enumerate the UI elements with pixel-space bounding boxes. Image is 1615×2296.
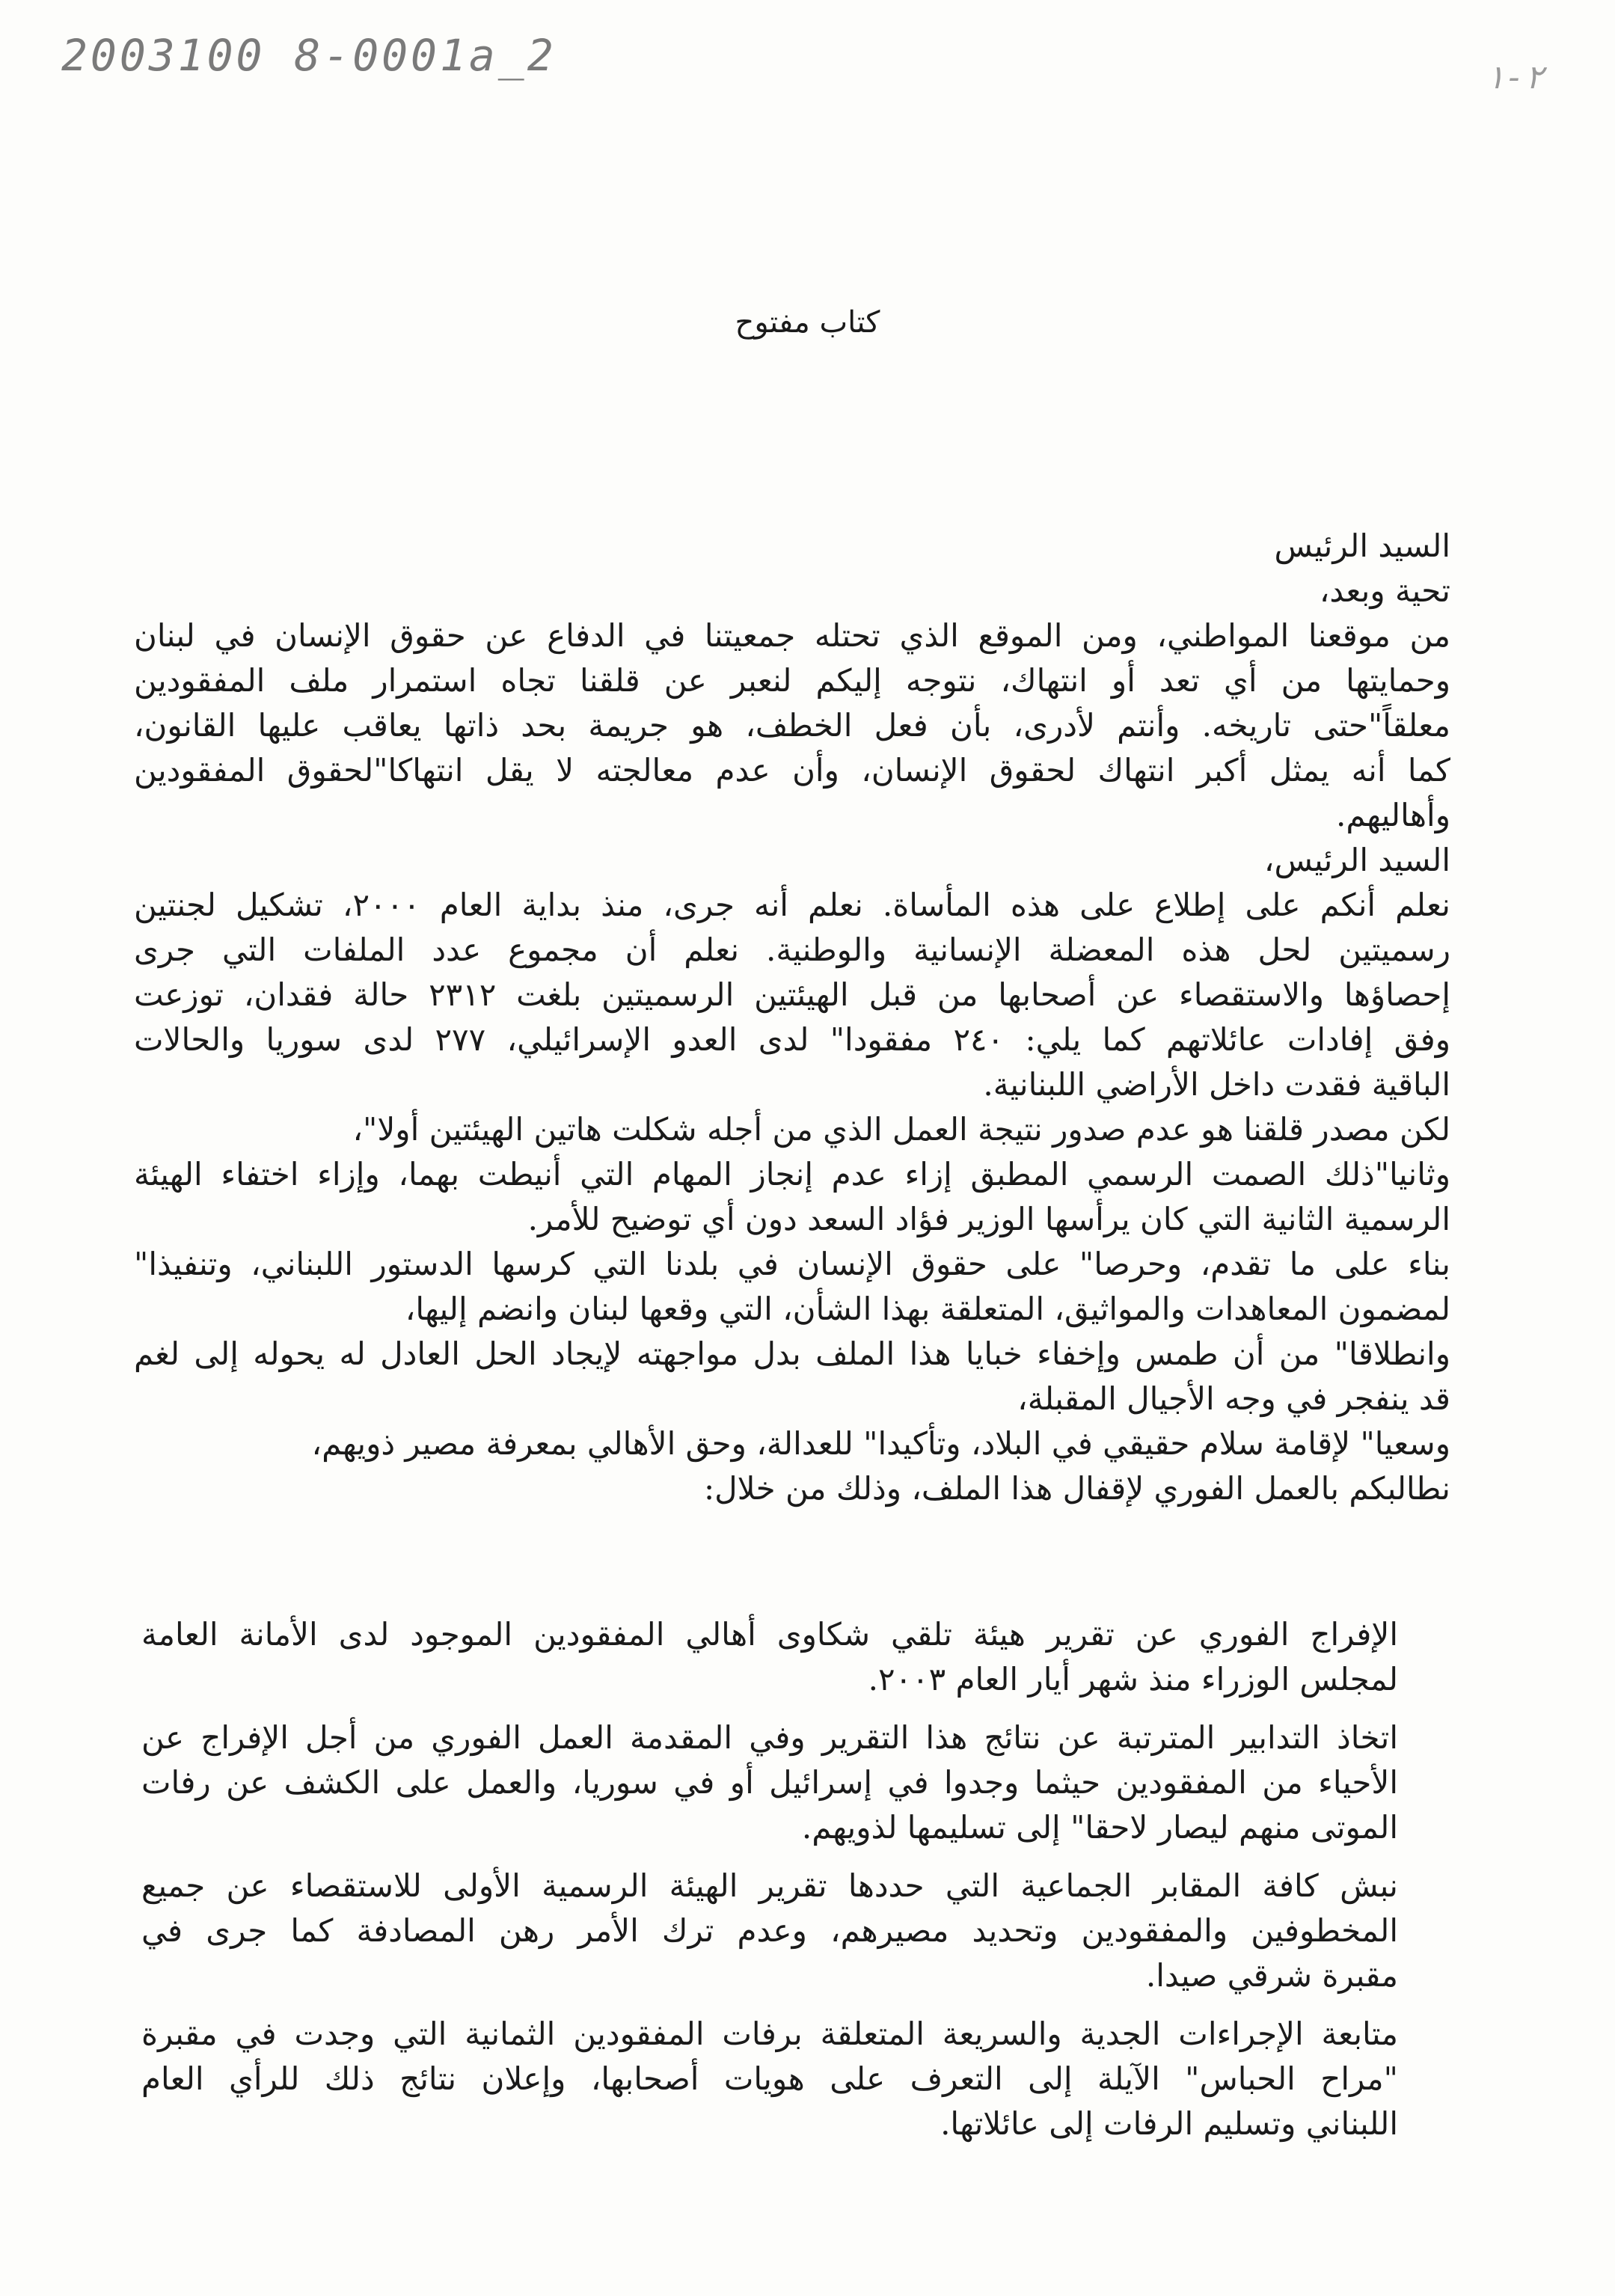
demand-line: لمجلس الوزراء منذ شهر أيار العام ٢٠٠٣.: [868, 1661, 1398, 1697]
reference-number-stamp: 2003100 8-0001a_2: [61, 30, 557, 81]
paragraph-line: الرسمية الثانية التي كان يرأسها الوزير فؤاد السعد دون أي توضيح للأمر.: [527, 1201, 1450, 1237]
paragraph-4: [134, 1242, 1450, 1511]
paragraph-line: وأهاليهم.: [1335, 797, 1450, 833]
paragraph-line: معلقاً"حتى تاريخه. وأنتم لأدرى، بأن فعل الخطف، هو جريمة بحد ذاتها يعاقب عليها القانون،: [134, 707, 1450, 744]
demand-line: نبش كافة المقابر الجماعية التي حددها تقرير الهيئة الرسمية الأولى للاستقصاء عن جميع: [141, 1867, 1398, 1904]
demand-line: الإفراج الفوري عن تقرير هيئة تلقي شكاوى أهالي المفقودين الموجود لدى الأمانة العامة: [141, 1616, 1398, 1653]
paragraph-2: [134, 883, 1450, 1107]
demand-line: الأحياء من المفقودين حيثما وجدوا في إسرائيل أو في سوريا، والعمل على الكشف عن رفات: [141, 1764, 1398, 1801]
demand-item-1: [141, 1612, 1398, 1702]
demand-line: المخطوفين والمفقودين وتحديد مصيرهم، وعدم ترك الأمر رهن المصادفة كما جرى في: [141, 1912, 1398, 1949]
paragraph-line: لمضمون المعاهدات والمواثيق، المتعلقة بهذا الشأن، التي وقعها لبنان وانضم إليها،: [405, 1291, 1450, 1327]
paragraph-line: بناء على ما تقدم، وحرصا" على حقوق الإنسان في بلدنا التي كرسها الدستور اللبناني، وتنفيذا": [134, 1246, 1450, 1282]
paragraph-line: وسعيا" لإقامة سلام حقيقي في البلاد، وتأكيدا" للعدالة، وحق الأهالي بمعرفة مصير ذويهم،: [311, 1425, 1450, 1462]
paragraph-line: وفق إفادات عائلاتهم كما يلي: ٢٤٠ مفقودا" لدى العدو الإسرائيلي، ٢٧٧ لدى سوريا والحالات: [134, 1021, 1450, 1058]
letter-body: [134, 524, 1450, 1511]
paragraph-line: وثانيا"ذلك الصمت الرسمي المطبق إزاء عدم إنجاز المهام التي أنيطت بهما، وإزاء اختفاء الهيئة: [134, 1156, 1450, 1193]
greeting-line: تحية وبعد،: [1319, 572, 1450, 609]
paragraph-line: من موقعنا المواطني، ومن الموقع الذي تحتله جمعيتنا في الدفاع عن حقوق الإنسان في لبنان: [134, 617, 1450, 654]
paragraph-line: لكن مصدر قلقنا هو عدم صدور نتيجة العمل الذي من أجله شكلت هاتين الهيئتين أولا"،: [352, 1111, 1450, 1148]
demands-list: [141, 1612, 1398, 2160]
paragraph-line: رسميتين لحل هذه المعضلة الإنسانية والوطنية. نعلم أن مجموع عدد الملفات التي جرى: [134, 931, 1450, 968]
paragraph-line: نعلم أنكم على إطلاع على هذه المأساة. نعلم أنه جرى، منذ بداية العام ٢٠٠٠، تشكيل لجنتين: [134, 887, 1450, 923]
paragraph-3: [134, 1107, 1450, 1242]
demand-item-2: [141, 1715, 1398, 1850]
paragraph-line: نطالبكم بالعمل الفوري لإقفال هذا الملف، وذلك من خلال:: [703, 1470, 1450, 1507]
paragraph-line: وحمايتها من أي تعد أو انتهاك، نتوجه إليكم لنعبر عن قلقنا تجاه استمرار ملف المفقودين: [134, 662, 1450, 699]
paragraph-line: الباقية فقدت داخل الأراضي اللبنانية.: [983, 1066, 1450, 1103]
demand-line: مقبرة شرقي صيدا.: [1145, 1957, 1398, 1994]
demand-line: "مراح الحباس" الآيلة إلى التعرف على هويات أصحابها، وإعلان نتائج ذلك للرأي العام: [141, 2060, 1398, 2097]
demand-line: اللبناني وتسليم الرفات إلى عائلاتها.: [940, 2105, 1398, 2142]
salutation: السيد الرئيس: [1274, 527, 1450, 564]
demand-line: متابعة الإجراءات الجدية والسريعة المتعلقة برفات المفقودين الثمانية التي وجدت في مقبرة: [141, 2015, 1398, 2052]
page-number-mark: ٢-١: [1485, 58, 1545, 97]
demand-line: الموتى منهم ليصار لاحقا" إلى تسليمها لذويهم.: [801, 1809, 1398, 1846]
letter-title: كتاب مفتوح: [735, 305, 880, 340]
paragraph-1: [134, 613, 1450, 838]
demand-item-3: [141, 1864, 1398, 1998]
demand-line: اتخاذ التدابير المترتبة عن نتائج هذا التقرير وفي المقدمة العمل الفوري من أجل الإفراج عن: [141, 1719, 1398, 1756]
paragraph-line: قد ينفجر في وجه الأجيال المقبلة،: [1017, 1380, 1450, 1417]
demand-item-4: [141, 2012, 1398, 2146]
paragraph-line: وانطلاقا" من أن طمس وإخفاء خبايا هذا الملف بدل مواجهته لإيجاد الحل العادل له يحوله إلى لغم: [134, 1335, 1450, 1372]
paragraph-line: إحصاؤها والاستقصاء عن أصحابها من قبل الهيئتين الرسميتين بلغت ٢٣١٢ حالة فقدان، توزعت: [134, 976, 1450, 1013]
salutation-2: السيد الرئيس،: [1263, 842, 1450, 878]
paragraph-line: كما أنه يمثل أكبر انتهاك لحقوق الإنسان، وأن عدم معالجته لا يقل انتهاكا"لحقوق المفقودين: [134, 752, 1450, 789]
